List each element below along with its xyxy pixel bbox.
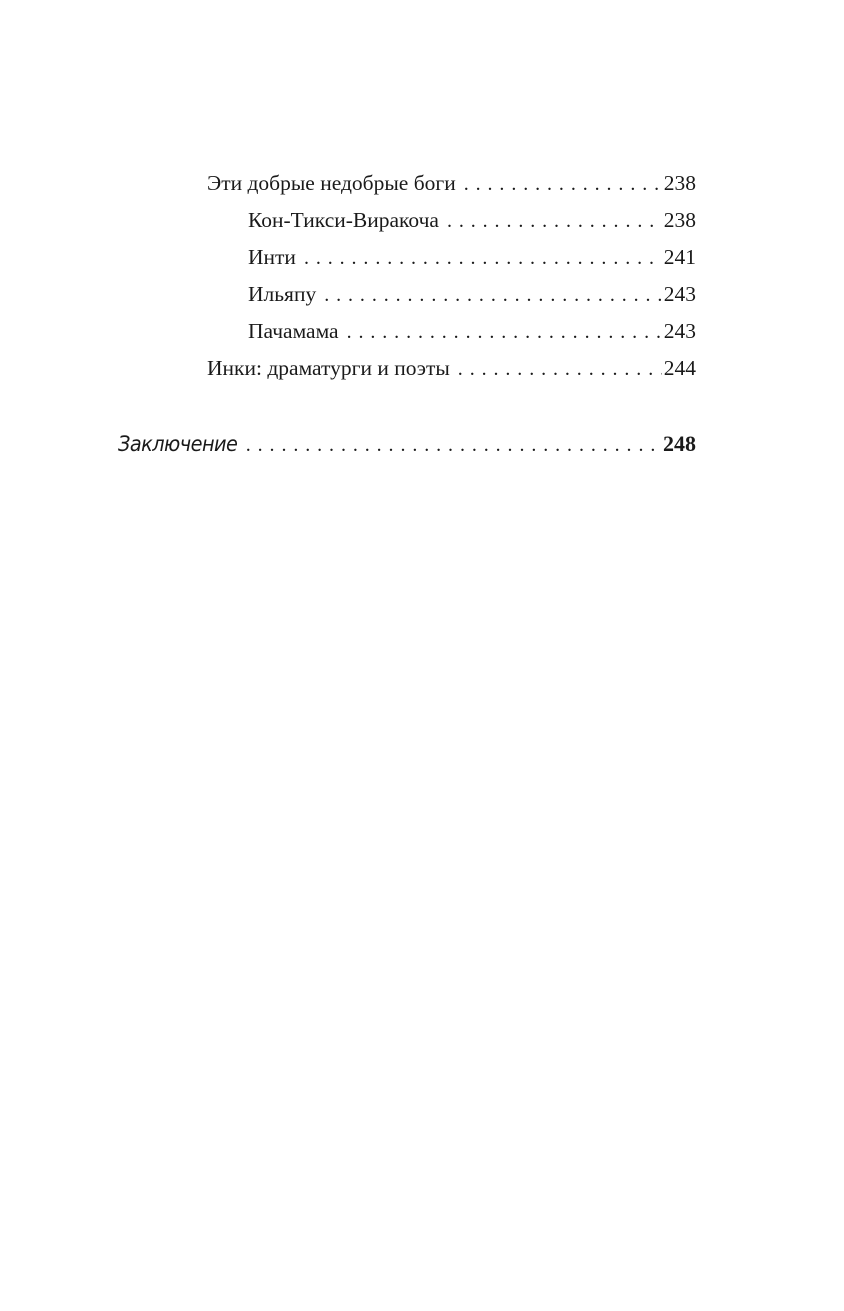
toc-entry-page: 238: [663, 208, 696, 232]
toc-entry-page: 238: [663, 171, 696, 195]
toc-entry[interactable]: [248, 316, 696, 346]
toc-entry[interactable]: [207, 168, 696, 198]
toc-entry-page: 244: [663, 356, 696, 380]
toc-entry-page: 243: [663, 319, 696, 343]
toc-entry-title: Пачамама: [248, 319, 339, 343]
toc-entry[interactable]: [248, 205, 696, 235]
toc-chapter-title: Заключение: [118, 432, 238, 456]
dot-leader: [347, 317, 662, 346]
toc-entry[interactable]: [207, 353, 696, 383]
dot-leader: [324, 280, 662, 309]
toc-entry-page: 241: [663, 245, 696, 269]
toc-chapter-page: 248: [663, 431, 696, 456]
toc-entry-title: Ильяпу: [248, 282, 317, 306]
dot-leader: [246, 427, 661, 462]
dot-leader: [304, 243, 662, 272]
dot-leader: [458, 354, 662, 383]
toc-entry-title: Инки: драматурги и поэты: [207, 356, 450, 380]
dot-leader: [447, 206, 662, 235]
toc-entry[interactable]: [248, 279, 696, 309]
dot-leader: [464, 169, 662, 198]
toc-entry-title: Эти добрые недобрые боги: [207, 171, 456, 195]
toc-entry-title: Кон-Тикси-Виракоча: [248, 208, 439, 232]
toc-entry-page: 243: [663, 282, 696, 306]
toc-chapter-entry[interactable]: [118, 426, 696, 462]
toc-entry-title: Инти: [248, 245, 296, 269]
toc-entry[interactable]: [248, 242, 696, 272]
